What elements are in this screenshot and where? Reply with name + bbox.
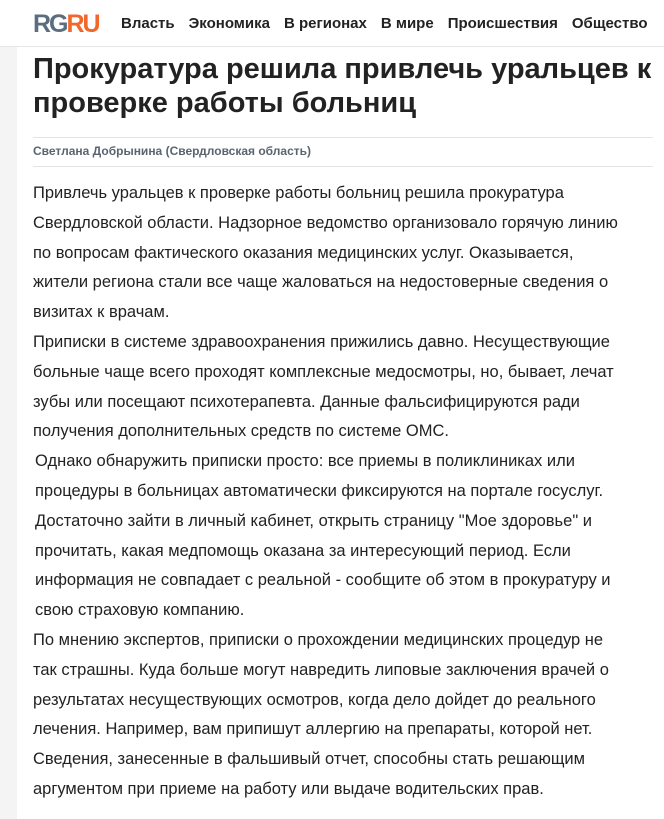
paragraph-line: прочитать, какая медпомощь оказана за интересующий период. Если — [35, 541, 571, 560]
nav-world[interactable]: В мире — [380, 15, 434, 32]
nav-incidents[interactable]: Происшествия — [447, 15, 558, 32]
paragraph-line: По мнению экспертов, приписки о прохождении медицинских процедур не — [33, 630, 604, 649]
paragraph-line: Привлечь уральцев к проверке работы больниц решила прокуратура — [33, 184, 564, 202]
paragraph-line: Достаточно зайти в личный кабинет, открыть страницу "Мое здоровье" и — [35, 511, 592, 530]
article-paragraph — [33, 328, 618, 447]
paragraph-line: Сведения, занесенные в фальшивый отчет, способны стать решающим — [33, 750, 585, 769]
paragraph-line: Однако обнаружить приписки просто: все приемы в поликлиниках или — [35, 452, 575, 471]
nav-economy[interactable]: Экономика — [188, 15, 270, 32]
paragraph-line: результатах несуществующих осмотров, когда дело дойдет до реального — [33, 690, 596, 709]
article-paragraph — [33, 626, 618, 805]
divider — [33, 137, 653, 138]
paragraph-line: свою страховую компанию. — [35, 601, 245, 620]
rg-logo[interactable] — [33, 10, 99, 39]
paragraph-line: процедуры в больницах автоматически фиксируются на портале госуслуг. — [35, 481, 604, 500]
paragraph-line: аргументом при приеме на работу или выдаче водительских прав. — [33, 779, 544, 798]
divider — [33, 166, 653, 167]
article-paragraph — [33, 447, 618, 626]
logo-ru: RU — [66, 10, 99, 38]
paragraph-line: так страшны. Куда больше могут навредить липовые заключения врачей о — [33, 660, 609, 679]
article-body — [33, 179, 618, 805]
article-title — [33, 52, 653, 120]
paragraph-line: лечения. Например, вам припишут аллергию на препараты, которой нет. — [33, 720, 593, 739]
nav-regions[interactable]: В регионах — [283, 15, 367, 32]
title-line: Прокуратура решила привлечь уральцев к — [33, 53, 652, 85]
paragraph-line: жители региона стали все чаще жаловаться на недостоверные сведения о — [33, 273, 609, 292]
nav-vlast[interactable]: Власть — [121, 15, 175, 32]
paragraph-line: больные чаще всего проходят комплексные медосмотры, но, бывает, лечат — [33, 362, 614, 381]
article-paragraph — [33, 179, 618, 328]
site-header — [0, 0, 664, 47]
nav-society[interactable]: Общество — [571, 15, 648, 32]
title-line: проверке работы больниц — [33, 87, 417, 119]
paragraph-line: зубы или посещают психотерапевта. Данные фальсифицируются ради — [33, 392, 580, 411]
article-author[interactable]: Светлана Добрынина (Свердловская область) — [33, 144, 311, 158]
paragraph-line: Свердловской области. Надзорное ведомство организовало горячую линию — [33, 213, 618, 232]
logo-rg: RG — [33, 10, 67, 38]
paragraph-line: визитах к врачам. — [33, 303, 170, 322]
paragraph-line: по вопросам фактического оказания медицинских услуг. Оказывается, — [33, 243, 574, 262]
paragraph-line: информация не совпадает с реальной - сообщите об этом в прокуратуру и — [35, 571, 611, 590]
paragraph-line: получения дополнительных средств по системе ОМС. — [33, 422, 449, 441]
paragraph-line: Приписки в системе здравоохранения прижились давно. Несуществующие — [33, 332, 610, 351]
main-nav — [121, 15, 648, 32]
